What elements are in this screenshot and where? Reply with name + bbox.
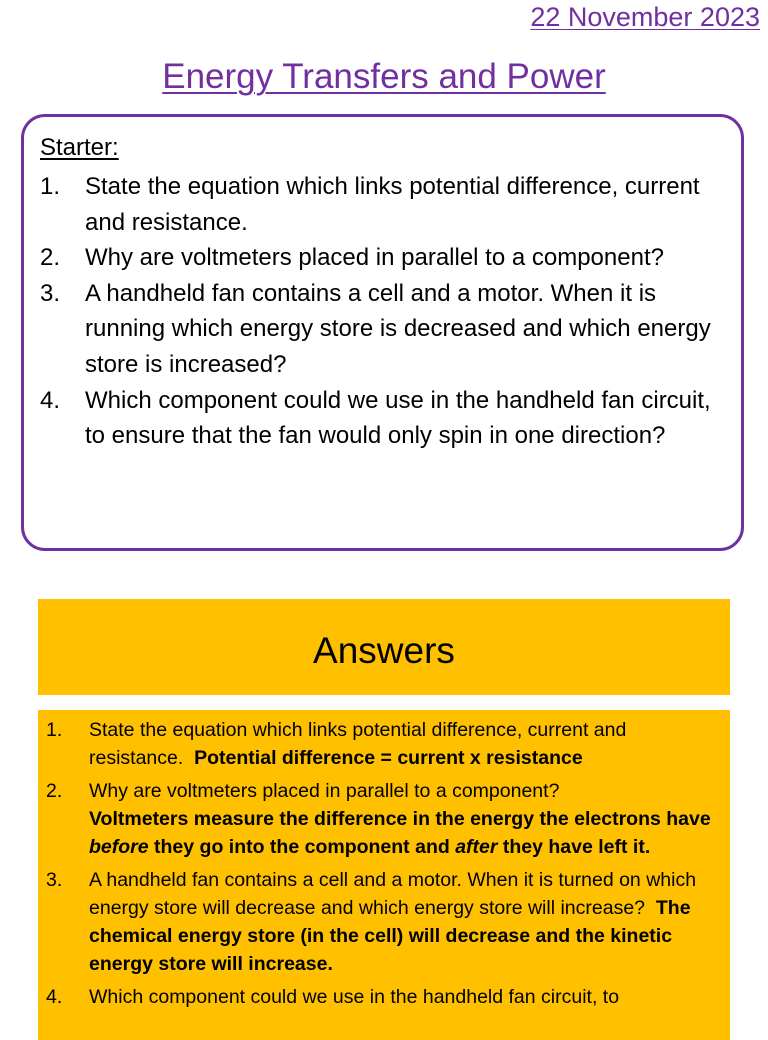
answer-text-content: Potential difference = current x resistance <box>194 747 583 769</box>
answer-question: Which component could we use in the handheld fan circuit, to <box>89 986 620 1008</box>
question-text: Which component could we use in the handheld fan circuit, to ensure that the fan would only spin in one direction? <box>85 386 711 450</box>
answers-heading-banner <box>38 599 730 695</box>
answers-list <box>38 710 730 1011</box>
starter-question <box>40 169 723 240</box>
question-number: 4. <box>40 386 61 414</box>
answers-heading: Answers <box>313 630 455 671</box>
answers-box <box>38 710 730 1040</box>
starter-question <box>40 240 723 276</box>
answer-item <box>46 777 718 861</box>
answer-number: 1. <box>46 719 63 741</box>
answer-text-part: they go into the component and <box>148 836 456 858</box>
page-title-text: Energy Transfers and Power <box>162 57 606 96</box>
page-title <box>0 57 768 97</box>
question-number: 1. <box>40 173 61 200</box>
question-text: Why are voltmeters placed in parallel to a component? <box>85 244 664 272</box>
answer-item <box>46 866 718 978</box>
answer-text <box>89 808 711 858</box>
answer-emphasis-before: before <box>89 836 149 858</box>
question-text: State the equation which links potential difference, current and resistance. <box>85 173 700 236</box>
starter-heading: Starter: <box>40 134 119 161</box>
question-number: 3. <box>40 279 61 307</box>
answer-text <box>189 747 583 769</box>
date-label: 22 November 2023 <box>530 2 760 32</box>
starter-question <box>40 383 723 454</box>
question-text: A handheld fan contains a cell and a motor. When it is running which energy store is decreased and which energy store is increased? <box>85 279 711 378</box>
answer-number: 2. <box>46 780 63 802</box>
question-number: 2. <box>40 244 61 272</box>
answer-text-part: they have left it. <box>497 836 651 858</box>
answer-number: 4. <box>46 986 63 1008</box>
answer-question: A handheld fan contains a cell and a motor. When it is turned on which energy store will decrease and which energy store will increase? <box>89 869 697 919</box>
answer-text-content: The chemical energy store (in the cell) will decrease and the kinetic energy store will increase. <box>89 897 691 975</box>
starter-question <box>40 276 723 383</box>
answer-text-part: Voltmeters measure the difference in the energy the electrons have <box>89 808 711 830</box>
starter-box <box>21 114 744 551</box>
answer-item <box>46 983 718 1011</box>
answer-question: State the equation which links potential difference, current and resistance. <box>89 719 627 769</box>
answer-emphasis-after: after <box>455 836 498 858</box>
answer-item <box>46 716 718 772</box>
answer-question: Why are voltmeters placed in parallel to a component? <box>89 780 560 802</box>
starter-question-list <box>40 169 723 454</box>
answer-number: 3. <box>46 869 63 891</box>
